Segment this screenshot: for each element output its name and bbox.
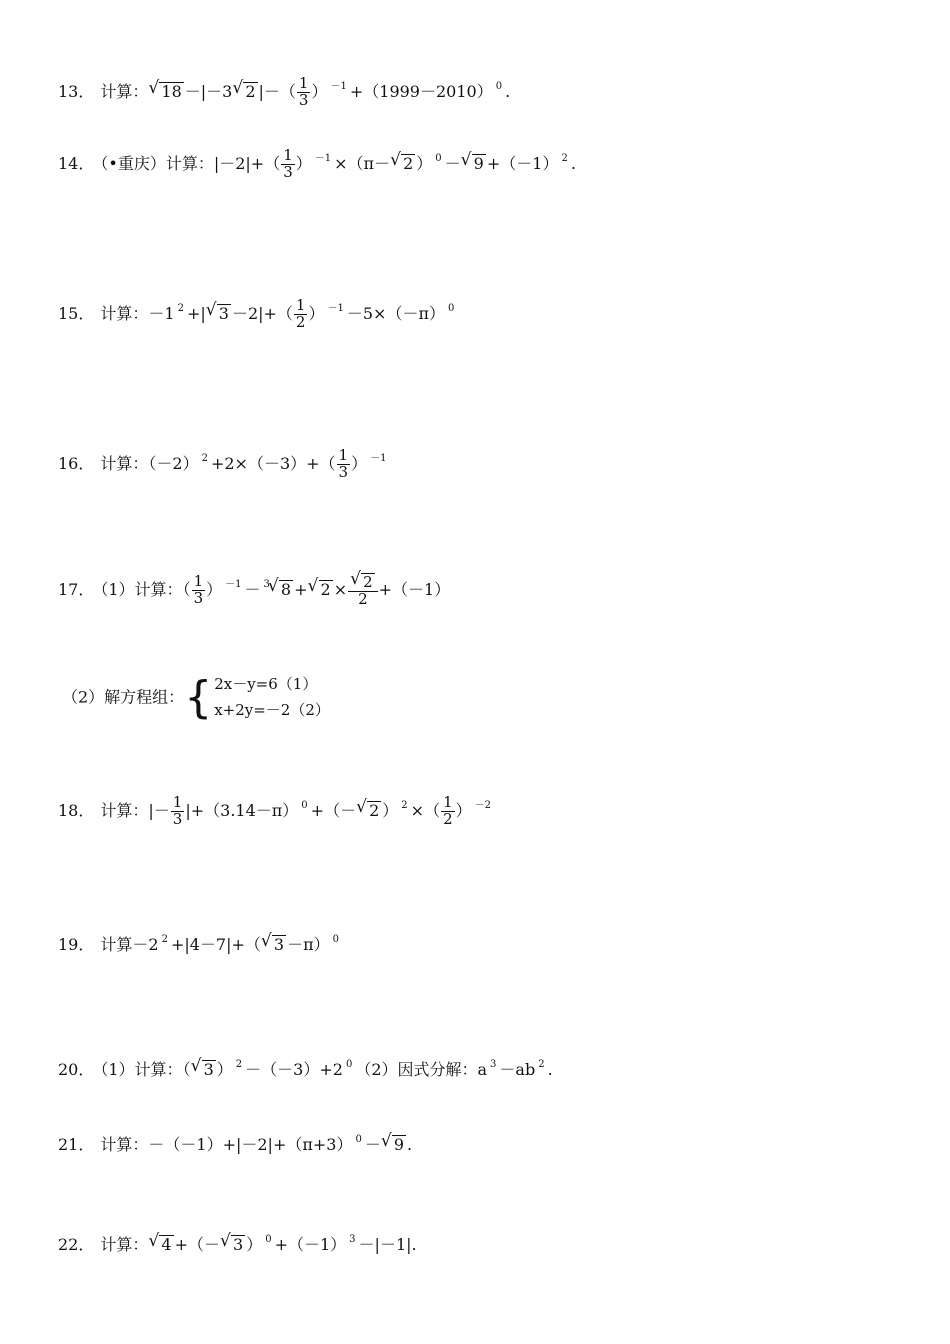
problem-22: 22． 计算：√ 4 +（－√ 3 ） $^0$ +（－1） $^3$ －|－1|. [58, 1235, 417, 1254]
cube-root-8: √ 8 [269, 580, 293, 599]
fraction-1-3: $\frac{1}{3}$ [193, 572, 204, 607]
left-brace: { [184, 671, 213, 723]
problem-number: 15． [58, 303, 95, 323]
problem-15: 15． 计算：－1 $^2$ +|√ 3 －2|+（ $\frac{1}{2}$ ） $^{-1}$ －5×（－π） $^0$ [58, 298, 457, 331]
fraction-1-3: $\frac{1}{3}$ [172, 793, 183, 828]
sqrt-2: √ 2 [357, 801, 381, 820]
sqrt-3: √ 3 [221, 1235, 245, 1254]
problem-number: 17． [58, 579, 95, 599]
problem-16: 16． 计算：（－2） $^2$ +2×（－3）+（ $\frac{1}{3}$ ） $^{-1}$ [58, 446, 387, 481]
problem-20: 20． （1）计算：（√ 3 ） $^2$ －（－3）+2 $^0$ （2）因式分解：a $^3$ －ab $^2$ . [58, 1060, 553, 1079]
sqrt-3: √ 3 [262, 935, 286, 954]
fraction-1-3: $\frac{1}{3}$ [298, 74, 309, 109]
equation-2: x+2y=－2（2） [214, 700, 330, 719]
fraction-sqrt2-over-2: √ $\frac{2}{2}$ [348, 573, 378, 608]
equation-1: 2x－y=6（1） [214, 675, 318, 693]
problem-17-part1: 17． （1）计算：（ $\frac{1}{3}$ ） $^{-1}$ － $^3$√ 8 +√ 2 × √ $\frac{2}{2}$ +（－1） [58, 573, 450, 608]
fraction-1-3: $\frac{1}{3}$ [338, 446, 349, 481]
sqrt-2: √ 2 [309, 580, 333, 599]
fraction-1-3: $\frac{1}{3}$ [283, 146, 293, 181]
problem-number: 13． [58, 81, 95, 101]
problem-number: 20． [58, 1060, 95, 1079]
equation-system [214, 672, 330, 723]
problem-21: 21． 计算：－（－1）+|－2|+（π+3） $^0$ －√ 9 . [58, 1135, 412, 1154]
problem-number: 16． [58, 453, 95, 473]
sqrt-2: √ 2 [391, 154, 415, 173]
sqrt-3: √ 3 [207, 304, 231, 323]
problem-number: 14． [58, 153, 95, 173]
sqrt-9: √ 9 [462, 154, 486, 173]
sqrt-9: √ 9 [382, 1135, 406, 1154]
problem-17-part2: （2）解方程组：{ 2x－y=6（1） x+2y=－2（2） [62, 671, 330, 723]
problem-18: 18． 计算：|－ $\frac{1}{3}$ |+（3.14－π） $^0$ +（－√ 2 ） $^2$ ×（ $\frac{1}{2}$ ） $^{-2}$ [58, 795, 494, 828]
problem-number: 22． [58, 1235, 95, 1254]
problem-19: 19． 计算－2 $^2$ +|4－7|+（√ 3 －π） $^0$ [58, 935, 342, 954]
sqrt-4: √ 4 [149, 1235, 173, 1254]
problem-number: 19． [58, 935, 95, 954]
sqrt-18: √ 18 [149, 82, 183, 101]
sqrt-3: √ 3 [192, 1060, 216, 1079]
cube-root-index: 3 [263, 578, 270, 590]
problem-13: 13． 计算：√ 18 －|－3√ 2 |－（ $\frac{1}{3}$ ） $^{-1}$ +（1999－2010） $^0$ . [58, 76, 510, 109]
fraction-1-2: $\frac{1}{2}$ [295, 296, 306, 331]
problem-14: 14． （•重庆）计算：|－2|+（ $\frac{1}{3}$ ） $^{-1}$ ×（π－√ 2 ） $^0$ －√ 9 +（－1） $^2$ . [58, 148, 576, 181]
problem-number: 18． [58, 800, 95, 820]
fraction-1-2: $\frac{1}{2}$ [443, 793, 453, 828]
sqrt-2: √ 2 [233, 82, 257, 101]
problem-number: 21． [58, 1135, 95, 1154]
